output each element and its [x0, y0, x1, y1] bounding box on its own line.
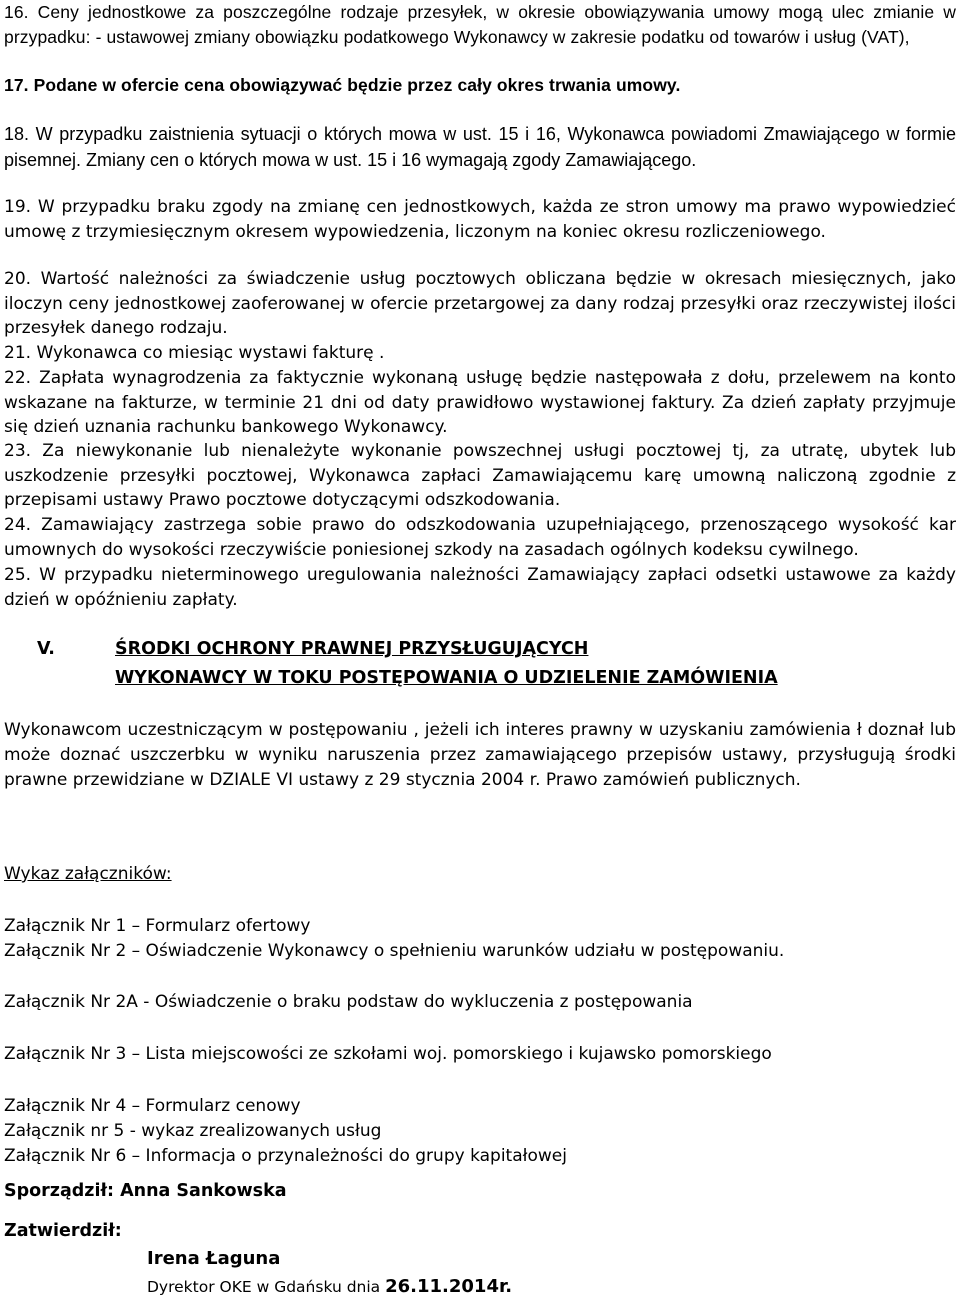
attachments-heading: Wykaz załączników:	[4, 864, 172, 884]
approved-by-label: Zatwierdził:	[4, 1221, 122, 1241]
prepared-by: Sporządził: Anna Sankowska	[4, 1181, 287, 1201]
attachment-item-6: Załącznik Nr 6 – Informacja o przynależności do grupy kapitałowej	[4, 1146, 567, 1166]
clause-23: 23. Za niewykonanie lub nienależyte wykonanie powszechnej usługi pocztowej tj, za utratę, ubytek lub uszkodzenie przesyłki pocztowej, Wykonawca zapłaci Zamawiającemu karę umowną naliczoną zgodnie z przepisami ustawy Prawo pocztowe dotyczącymi odszkodowania.	[4, 441, 956, 510]
approver-role	[147, 1276, 512, 1297]
section-body: Wykonawcom uczestniczącym w postępowaniu , jeżeli ich interes prawny w uzyskaniu zamówienia ł doznał lub może doznać uszczerbku w wyniku naruszenia przez zamawiającego przepisów ustawy, przysługują środki prawne przewidziane w DZIALE VI ustawy z 29 stycznia 2004 r. Prawo zamówień publicznych.	[4, 720, 956, 790]
attachment-item-1: Załącznik Nr 1 – Formularz ofertowy	[4, 916, 311, 936]
section-number: V.	[37, 639, 55, 659]
approver-role-text: Dyrektor OKE w Gdańsku dnia	[147, 1278, 386, 1296]
approval-date: 26.11.2014r.	[385, 1276, 513, 1297]
approver-name: Irena Łaguna	[147, 1248, 281, 1269]
clause-17: 17. Podane w ofercie cena obowiązywać będzie przez cały okres trwania umowy.	[4, 75, 681, 95]
attachment-item-2a: Załącznik Nr 2A - Oświadczenie o braku podstaw do wykluczenia z postępowania	[4, 992, 693, 1012]
attachment-item-2: Załącznik Nr 2 – Oświadczenie Wykonawcy o spełnieniu warunków udziału w postępowaniu.	[4, 941, 785, 961]
attachment-item-5: Załącznik nr 5 - wykaz zrealizowanych usług	[4, 1121, 382, 1141]
clause-21: 21. Wykonawca co miesiąc wystawi fakturę .	[4, 343, 385, 363]
attachment-item-4: Załącznik Nr 4 – Formularz cenowy	[4, 1096, 301, 1116]
section-title-line2: WYKONAWCY W TOKU POSTĘPOWANIA O UDZIELENIE ZAMÓWIENIA	[115, 668, 778, 688]
clause-20: 20. Wartość należności za świadczenie usług pocztowych obliczana będzie w okresach miesięcznych, jako iloczyn ceny jednostkowej zaoferowanej w ofercie przetargowej za dany rodzaj przesyłki oraz rzeczywistej ilości przesyłek danego rodzaju.	[4, 269, 956, 338]
clause-16: 16. Ceny jednostkowe za poszczególne rodzaje przesyłek, w okresie obowiązywania umowy mogą ulec zmianie w przypadku: - ustawowej zmiany obowiązku podatkowego Wykonawcy w zakresie podatku od towarów i usług (VAT),	[4, 2, 956, 47]
clause-22: 22. Zapłata wynagrodzenia za faktycznie wykonaną usługę będzie następowała z dołu, przelewem na konto wskazane na fakturze, w terminie 21 dni od daty prawidłowo wystawionej faktury. Za dzień zapłaty przyjmuje się dzień uznania rachunku bankowego Wykonawcy.	[4, 368, 956, 437]
clause-19: 19. W przypadku braku zgody na zmianę cen jednostkowych, każda ze stron umowy ma prawo wypowiedzieć umowę z trzymiesięcznym okresem wypowiedzenia, liczonym na koniec okresu rozliczeniowego.	[4, 197, 956, 242]
clause-18: 18. W przypadku zaistnienia sytuacji o których mowa w ust. 15 i 16, Wykonawca powiadomi Zmawiającego w formie pisemnej. Zmiany cen o których mowa w ust. 15 i 16 wymagają zgody Zamawiającego.	[4, 124, 956, 170]
clause-25: 25. W przypadku nieterminowego uregulowania należności Zamawiający zapłaci odsetki ustawowe za każdy dzień w opóźnieniu zapłaty.	[4, 565, 956, 610]
section-title-line1: ŚRODKI OCHRONY PRAWNEJ PRZYSŁUGUJĄCYCH	[115, 639, 589, 659]
clause-24: 24. Zamawiający zastrzega sobie prawo do odszkodowania uzupełniającego, przenoszącego wysokość kar umownych do wysokości rzeczywiście poniesionej szkody na zasadach ogólnych kodeksu cywilnego.	[4, 515, 956, 560]
attachment-item-3: Załącznik Nr 3 – Lista miejscowości ze szkołami woj. pomorskiego i kujawsko pomorskiego	[4, 1044, 772, 1064]
